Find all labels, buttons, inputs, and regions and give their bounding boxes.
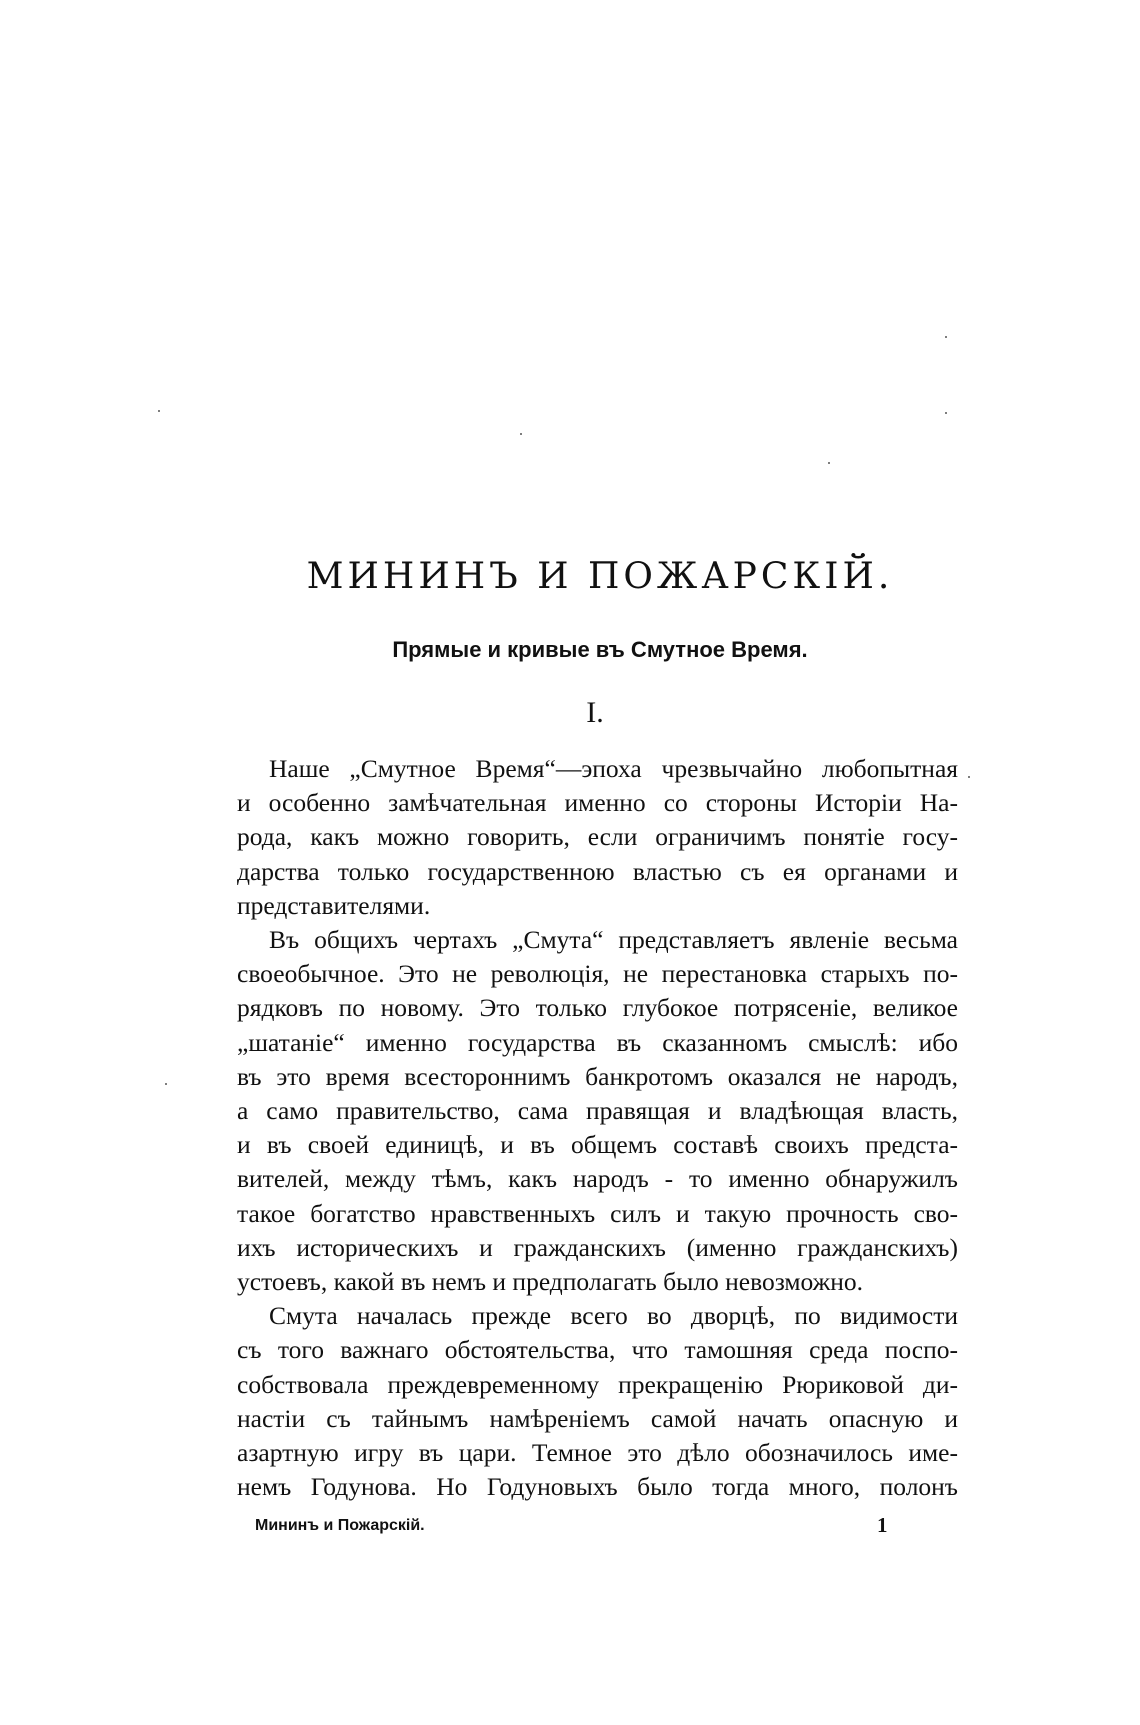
text-line: и въ своей единицѣ, и въ общемъ составѣ своихъ предста- bbox=[237, 1130, 958, 1160]
text-line: ихъ историческихъ и гражданскихъ (именно гражданскихъ) bbox=[237, 1232, 958, 1262]
text-line: дарства только государственною властью съ ея органами и bbox=[237, 856, 958, 886]
text-line: немъ Годунова. Но Годуновыхъ было тогда много, полонъ bbox=[237, 1472, 958, 1502]
text-line: рода, какъ можно говорить, если ограничимъ понятіе госу- bbox=[237, 822, 958, 852]
paragraph-2 bbox=[237, 923, 958, 1299]
section-number: I. bbox=[586, 696, 604, 729]
text-line: а само правительство, сама правящая и владѣющая власть, bbox=[237, 1096, 958, 1126]
scan-speck bbox=[520, 433, 522, 435]
text-line: собствовала преждевременному прекращенію Рюриковой ди- bbox=[237, 1369, 958, 1399]
text-line: рядковъ по новому. Это только глубокое потрясеніе, великое bbox=[237, 993, 958, 1023]
text-line: такое богатство нравственныхъ силъ и такую прочность сво- bbox=[237, 1198, 958, 1228]
scan-speck bbox=[968, 776, 970, 778]
text-line: своеобычное. Это не революція, не перестановка старыхъ по- bbox=[237, 959, 958, 989]
scan-speck bbox=[945, 336, 947, 338]
text-line: Наше „Смутное Время“—эпоха чрезвычайно любопытная bbox=[269, 754, 958, 783]
text-line: „шатаніе“ именно государства въ сказанномъ смыслѣ: ибо bbox=[237, 1027, 958, 1057]
chapter-title: МИНИНЪ И ПОЖАРСКІЙ. bbox=[306, 556, 894, 597]
text-line: вителей, между тѣмъ, какъ народъ - то именно обнаружилъ bbox=[237, 1164, 958, 1194]
text-line: азартную игру въ цари. Темное это дѣло обозначилось име- bbox=[237, 1438, 958, 1468]
page-number: 1 bbox=[877, 1513, 888, 1537]
text-line: настіи съ тайнымъ намѣреніемъ самой начать опасную и bbox=[237, 1403, 958, 1433]
scan-speck bbox=[945, 412, 947, 414]
text-line: Въ общихъ чертахъ „Смута“ представляетъ явленіе весьма bbox=[269, 925, 958, 955]
text-line: представителями. bbox=[237, 890, 431, 920]
footer-signature: Мининъ и Пожарскій. bbox=[255, 1517, 425, 1534]
text-line: съ того важнаго обстоятельства, что тамошняя среда поспо- bbox=[237, 1335, 958, 1365]
text-line: въ это время всестороннимъ банкротомъ оказался не народъ, bbox=[237, 1061, 958, 1091]
scan-speck bbox=[158, 410, 160, 412]
paragraph-3 bbox=[237, 1299, 958, 1504]
scan-speck bbox=[165, 1083, 167, 1085]
text-line: Смута началась прежде всего во дворцѣ, по видимости bbox=[269, 1301, 958, 1331]
body-text bbox=[237, 752, 958, 1504]
chapter-subtitle: Прямые и кривые въ Смутное Время. bbox=[392, 637, 808, 662]
paragraph-1 bbox=[237, 752, 958, 923]
text-line: и особенно замѣчательная именно со стороны Исторіи На- bbox=[237, 788, 958, 818]
scan-speck bbox=[828, 462, 830, 464]
text-line: устоевъ, какой въ немъ и предполагать было невозможно. bbox=[237, 1267, 864, 1297]
